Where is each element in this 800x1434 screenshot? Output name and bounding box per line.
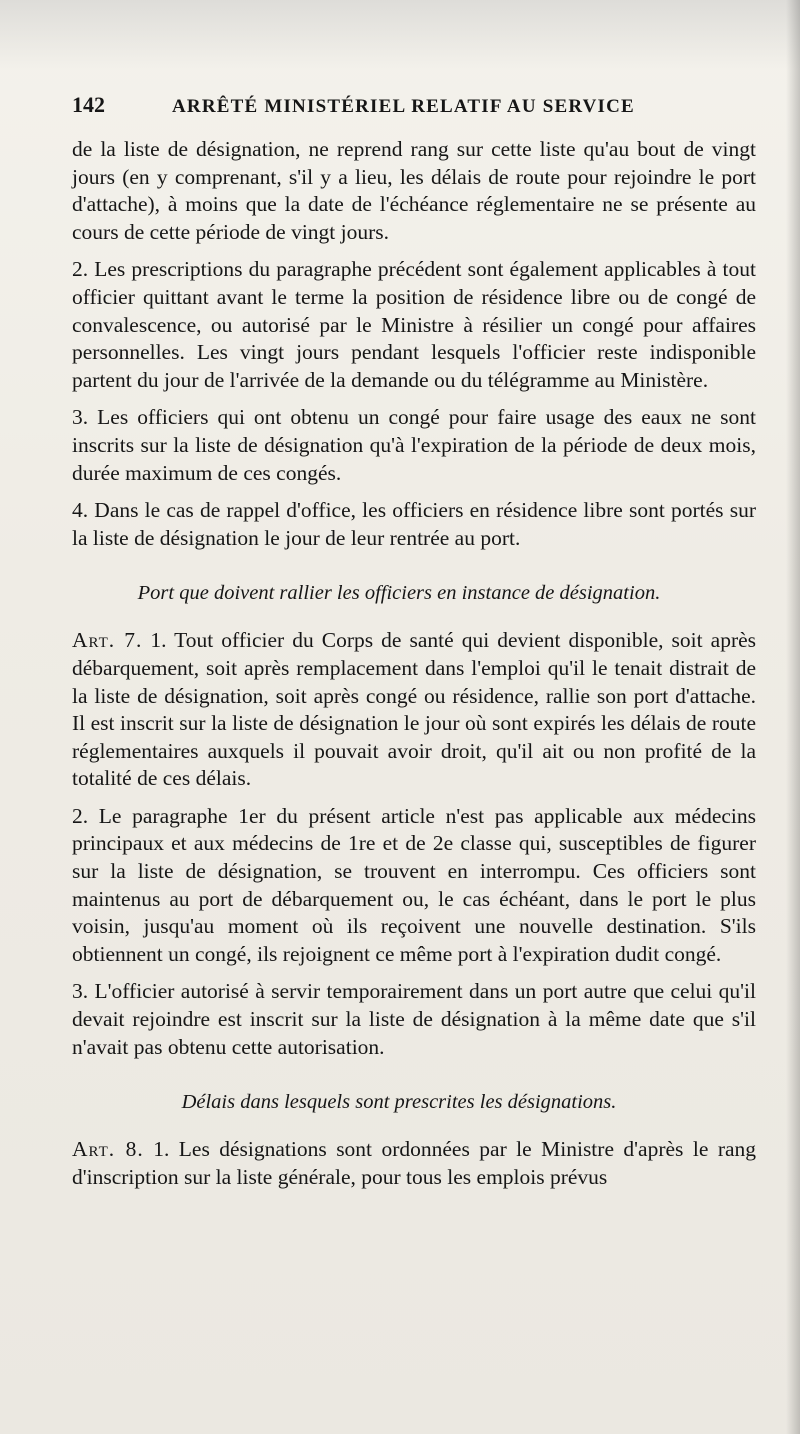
section-title-port: Port que doivent rallier les officiers en instance de désignation. <box>137 582 661 605</box>
paragraph-3: 3. Les officiers qui ont obtenu un congé pour faire usage des eaux ne sont inscrits sur la liste de désignation qu'à l'expiration de la période de deux mois, durée maximum de ces congés. <box>72 405 756 485</box>
article-7-paragraph-2: 2. Le paragraphe 1er du présent article n'est pas applicable aux médecins principaux et aux médecins de 1re et de 2e classe qui, susceptibles de figurer sur la liste de désignation, se trouvent en interrompu. Ces officiers sont maintenus au port de débarquement ou, le cas échéant, dans le port le plus voisin, jusqu'au moment où ils reçoivent une nouvelle destination. S'ils obtiennent un congé, ils rejoignent ce même port à l'expiration dudit congé. <box>72 803 756 966</box>
paragraph-continued: de la liste de désignation, ne reprend rang sur cette liste qu'au bout de vingt jours (en y comprenant, s'il y a lieu, les délais de route pour rejoindre le port d'attache), à moins que la date de l'échéance réglementaire ne se présente au cours de cette période de vingt jours. <box>72 137 756 244</box>
paragraph-2: 2. Les prescriptions du paragraphe précédent sont également applicables à tout officier quittant avant le terme la position de résidence libre ou de congé de convalescence, ou autorisé par le Ministre à résilier un congé pour affaires personnelles. Les vingt jours pendant lesquels l'officier reste indisponible partent du jour de l'arrivée de la demande ou du télégramme au Ministère. <box>72 257 756 392</box>
page-header <box>72 92 756 128</box>
article-8-text-1: 1. Les désignations sont ordonnées par le Ministre d'après le rang d'inscription sur la liste générale, pour tous les emplois prévus <box>72 1137 757 1189</box>
running-title: ARRÊTÉ MINISTÉRIEL RELATIF AU SERVICE <box>172 96 635 117</box>
paragraph-4: 4. Dans le cas de rappel d'office, les officiers en résidence libre sont portés sur la liste de désignation le jour de leur rentrée au port. <box>72 498 756 550</box>
article-7-paragraph-1 <box>72 627 756 793</box>
page-right-shading <box>786 0 800 1434</box>
article-8-paragraph-1 <box>72 1136 756 1191</box>
article-7-label: Art. 7. <box>72 628 143 653</box>
page-top-shading <box>0 0 800 70</box>
page-number: 142 <box>72 92 105 117</box>
article-7-paragraph-3: 3. L'officier autorisé à servir temporairement dans un port autre que celui qu'il devait rejoindre est inscrit sur la liste de désignation à la même date que s'il n'avait pas obtenu cette autorisation. <box>72 979 756 1059</box>
article-7-text-1: 1. Tout officier du Corps de santé qui devient disponible, soit après débarquement, soit après remplacement dans l'emploi qu'il le tenait distrait de la liste de désignation, soit après congé ou résidence, rallie son port d'attache. Il est inscrit sur la liste de désignation le jour où sont expirés les délais de route réglementaires auxquels il pouvait avoir droit, qu'il ait ou non profité de la totalité de ces délais. <box>72 628 757 791</box>
article-8-label: Art. 8. <box>72 1137 144 1162</box>
section-title-delais: Délais dans lesquels sont prescrites les désignations. <box>181 1091 617 1114</box>
